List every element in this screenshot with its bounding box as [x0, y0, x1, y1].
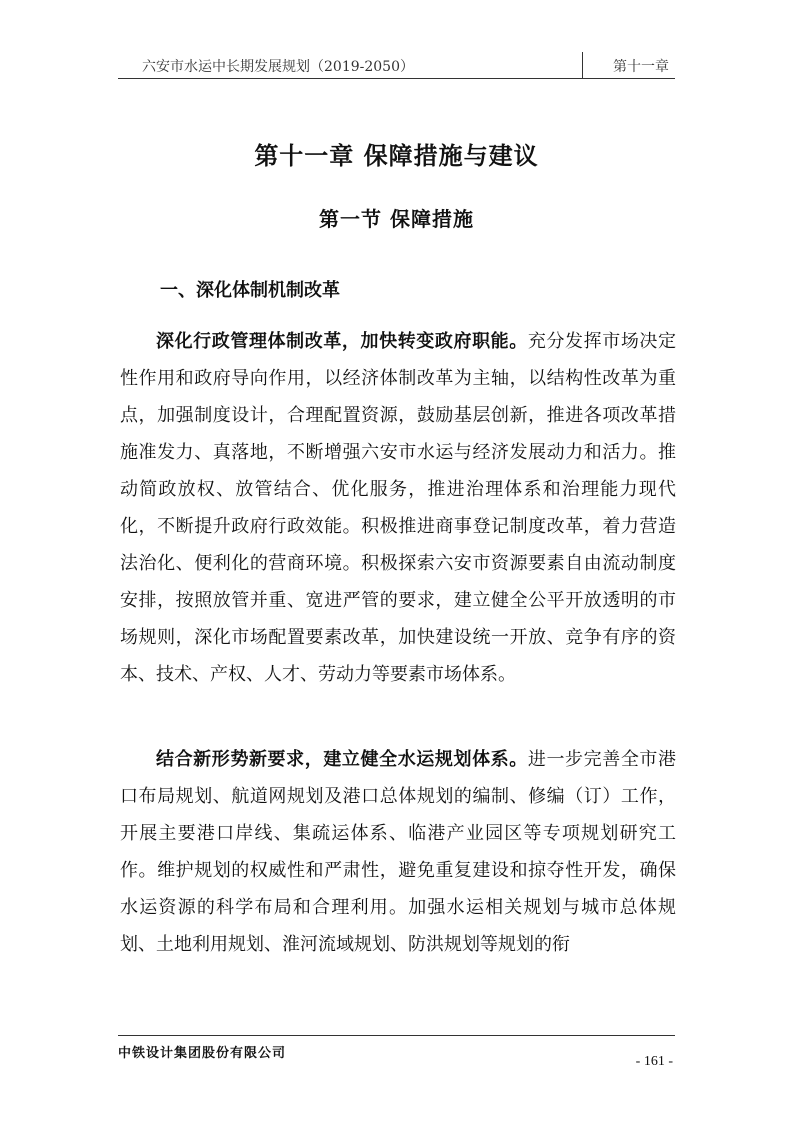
footer-company-name: 中铁设计集团股份有限公司 [118, 1046, 287, 1061]
paragraph-text: 进一步完善全市港口布局规划、航道网规划及港口总体规划的编制、修编（订）工作，开展主要港口岸线、集疏运体系、临港产业园区等专项规划研究工作。维护规划的权威性和严肃性，避免重复建设和掠夺性开发，确保水运资源的科学布局和合理利用。加强水运相关规划与城市总体规划、土地利用规划、淮河流域规划、防洪规划等规划的衔 [120, 749, 677, 955]
body-paragraph [120, 741, 676, 963]
page-footer [118, 1035, 675, 1076]
paragraph-lead: 深化行政管理体制改革，加快转变政府职能。 [156, 331, 528, 352]
paragraph-lead: 结合新形势新要求，建立健全水运规划体系。 [156, 749, 528, 770]
body-paragraph [120, 323, 676, 693]
header-document-title: 六安市水运中长期发展规划（2019-2050） [142, 59, 414, 75]
page-header [118, 52, 675, 79]
page-number: - 161 - [635, 1054, 673, 1069]
paragraph-text: 充分发挥市场决定性作用和政府导向作用，以经济体制改革为主轴，以结构性改革为重点，加强制度设计，合理配置资源，鼓励基层创新，推进各项改革措施准发力、真落地，不断增强六安市水运与经济发展动力和活力。推动简政放权、放管结合、优化服务，推进治理体系和治理能力现代化，不断提升政府行政效能。积极推进商事登记制度改革，着力营造法治化、便利化的营商环境。积极探索六安市资源要素自由流动制度安排，按照放管并重、宽进严管的要求，建立健全公平开放透明的市场规则，深化市场配置要素改革，加快建设统一开放、竞争有序的资本、技术、产权、人才、劳动力等要素市场体系。 [120, 331, 677, 685]
chapter-title: 第十一章 保障措施与建议 [254, 142, 539, 170]
header-divider [582, 52, 583, 78]
section-title: 第一节 保障措施 [319, 207, 474, 231]
subsection-title: 一、深化体制机制改革 [160, 280, 340, 301]
header-chapter-label: 第十一章 [613, 59, 669, 75]
